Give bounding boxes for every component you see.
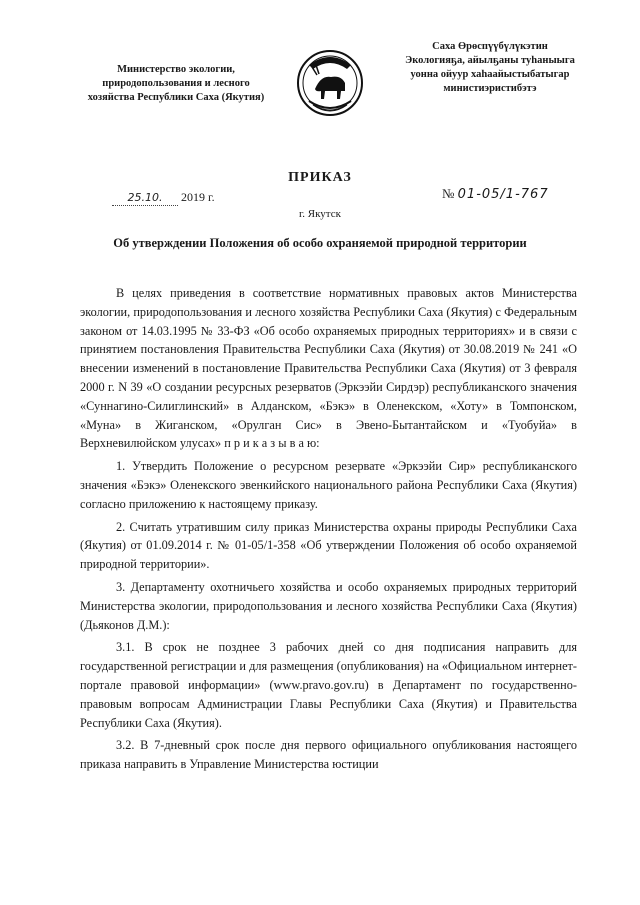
order-number <box>442 186 549 202</box>
ministry-name-line: Экологияҕа, айылҕаны туһаныыга <box>405 55 575 66</box>
handwritten-date: 25.10. <box>127 191 163 204</box>
clause-paragraph: 3.1. В срок не позднее 3 рабочих дней со дня подписания направить для государственной регистрации и для размещения (опубликования) на «Официальном интернет-портале правовой информации» (www.pravo.gov.ru) в Департамент по государственно-правовым вопросам Администрации Главы Республики Саха (Якутия) и Правительства Республики Саха (Якутия). <box>80 640 577 730</box>
clause-paragraph: 2. Считать утратившим силу приказ Министерства охраны природы Республики Саха (Якутия) от 01.09.2014 г. № 01-05/1-358 «Об утверждении Положения об особо охраняемой природной территории». <box>80 519 577 572</box>
order-body <box>80 284 577 778</box>
ministry-name-yakut <box>370 40 610 96</box>
ministry-name-russian <box>62 63 290 105</box>
order-year: 2019 г. <box>181 190 215 204</box>
ministry-name-line: уонна ойуур хаһаайыстыбатыгар <box>410 69 570 80</box>
clause-paragraph: 3. Департаменту охотничьего хозяйства и особо охраняемых природных территорий Министерства экологии, природопользования и лесного хозяйства Республики Саха (Якутия) (Дьяконов Д.М.): <box>80 579 577 632</box>
ministry-name-line: природопользования и лесного <box>102 78 250 89</box>
preamble-paragraph: В целях приведения в соответствие нормативных правовых актов Министерства экологии, природопользования и лесного хозяйства Республики Саха (Якутия) с Федеральным законом от 14.03.1995 № 33-ФЗ «Об особо охраняемых природных территориях» и в связи с принятием постановления Правительства Республики Саха (Якутия) от 30.08.2019 № 241 «О внесении изменений в постановление Правительства Республики Саха (Якутия) от 3 февраля 2000 г. N 39 «О создании ресурсных резерватов (Эркээйи Сирдэр) республиканского значения «Суннагино-Силиглинский» в Алданском, «Бэкэ» в Оленекском, «Хоту» в Томпонском, «Муна» в Жиганском, «Орулган Сис» в Эвено-Бытантайском и «Туобуйа» в Верхневилюйском улусах» п р и к а з ы в а ю: <box>80 286 577 451</box>
number-sign: № <box>442 186 455 201</box>
city-name: г. Якутск <box>299 208 341 220</box>
ministry-name-line: министиэристибэтэ <box>443 83 537 94</box>
ministry-name-line: Саха Өрөспүүбүлүкэтин <box>432 41 548 52</box>
order-date <box>112 190 215 206</box>
order-title: Об утверждении Положения об особо охраняемой природной территории <box>113 236 527 250</box>
ministry-name-line: Министерство экологии, <box>117 64 235 75</box>
handwritten-number: 01-05/1-767 <box>457 187 549 202</box>
clause-paragraph: 3.2. В 7-дневный срок после дня первого официального опубликования настоящего приказа направить в Управление Министерства юстиции <box>80 738 577 772</box>
ministry-name-line: хозяйства Республики Саха (Якутия) <box>87 92 265 103</box>
clause-paragraph: 1. Утвердить Положение о ресурсном резервате «Эркээйи Сир» республиканского значения «Бэкэ» Оленекского эвенкийского национального района Республики Саха (Якутия) согласно приложению к настоящему приказу. <box>80 459 577 511</box>
coat-of-arms-icon <box>295 45 365 125</box>
document-type-heading: ПРИКАЗ <box>288 170 352 185</box>
